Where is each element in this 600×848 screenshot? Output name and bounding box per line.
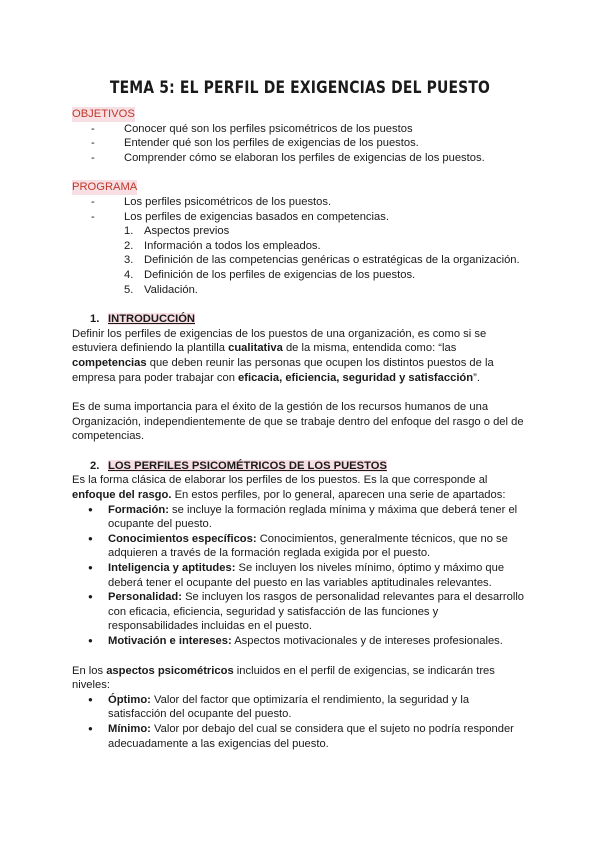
programa-section <box>72 180 528 297</box>
section1-heading: 1. INTRODUCCIÓN <box>90 313 196 326</box>
list-item: 4. Definición de los perfiles de exigencias de los puestos. <box>124 268 416 281</box>
document-body <box>72 107 528 751</box>
list-item: - Los perfiles de exigencias basados en competencias. <box>72 210 528 225</box>
list-item: ● Motivación e intereses: Aspectos motivacionales y de intereses profesionales. <box>72 634 528 649</box>
list-item: ● Conocimientos específicos: Conocimientos, generalmente técnicos, que no se adquieren a través de la formación reglada exigida por el puesto. <box>72 532 528 561</box>
section1-paragraph-2: Es de suma importancia para el éxito de la gestión de los recursos humanos de una Organización, independientemente de que se trabaje dentro del enfoque del rasgo o del de competencias. <box>72 401 524 443</box>
objetivos-label: OBJETIVOS <box>72 108 135 120</box>
list-item: ● Inteligencia y aptitudes: Se incluyen los niveles mínimo, óptimo y máximo que deberá tener el ocupante del puesto en las variables aptitudinales relevantes. <box>72 561 528 590</box>
programa-sublist <box>72 224 528 297</box>
list-item: 3. Definición de las competencias genéricas o estratégicas de la organización. <box>124 254 520 267</box>
programa-list <box>72 195 528 224</box>
section2-heading: 2. LOS PERFILES PSICOMÉTRICOS DE LOS PUESTOS <box>90 459 387 472</box>
list-item: - Conocer qué son los perfiles psicométricos de los puestos <box>72 122 528 137</box>
list-item: - Comprender cómo se elaboran los perfiles de exigencias de los puestos. <box>72 151 528 166</box>
list-item: 1. Aspectos previos <box>124 225 230 238</box>
levels-intro: En los aspectos psicométricos incluidos en el perfil de exigencias, se indicarán tres niveles: <box>72 664 495 692</box>
levels-list <box>72 693 528 751</box>
list-item: - Los perfiles psicométricos de los puestos. <box>72 195 528 210</box>
list-item: ● Formación: se incluye la formación reglada mínima y máxima que deberá tener el ocupante del puesto. <box>72 503 528 532</box>
apartados-list <box>72 503 528 649</box>
list-item: 5. Validación. <box>124 283 198 296</box>
list-item: ● Mínimo: Valor por debajo del cual se considera que el sujeto no podría responder adecuadamente a las exigencias del puesto. <box>72 722 528 751</box>
objetivos-section <box>72 107 528 165</box>
list-item: 2. Información a todos los empleados. <box>124 239 321 252</box>
programa-label: PROGRAMA <box>72 181 138 194</box>
section1-paragraph: Definir los perfiles de exigencias de los puestos de una organización, es como si se estuviera definiendo la plantilla cualitativa de la misma, entendida como: “las competencias que deben reunir las personas que ocupen los distintos puestos de la empresa para poder trabajar con eficacia, eficiencia, seguridad y satisfacción”. <box>72 327 494 384</box>
section2-intro: Es la forma clásica de elaborar los perfiles de los puestos. Es la que corresponde al enfoque del rasgo. En estos perfiles, por lo general, aparecen una serie de apartados: <box>72 474 506 502</box>
page-title: TEMA 5: EL PERFIL DE EXIGENCIAS DEL PUESTO <box>109 78 491 98</box>
objetivos-list <box>72 122 528 166</box>
list-item: ● Personalidad: Se incluyen los rasgos de personalidad relevantes para el desarrollo con eficacia, eficiencia, seguridad y satisfacción de las funciones y responsabilidades incluidas en el puesto. <box>72 590 528 634</box>
list-item: - Entender qué son los perfiles de exigencias de los puestos. <box>72 136 528 151</box>
list-item: ● Óptimo: Valor del factor que optimizaría el rendimiento, la seguridad y la satisfacción del ocupante del puesto. <box>72 693 528 722</box>
